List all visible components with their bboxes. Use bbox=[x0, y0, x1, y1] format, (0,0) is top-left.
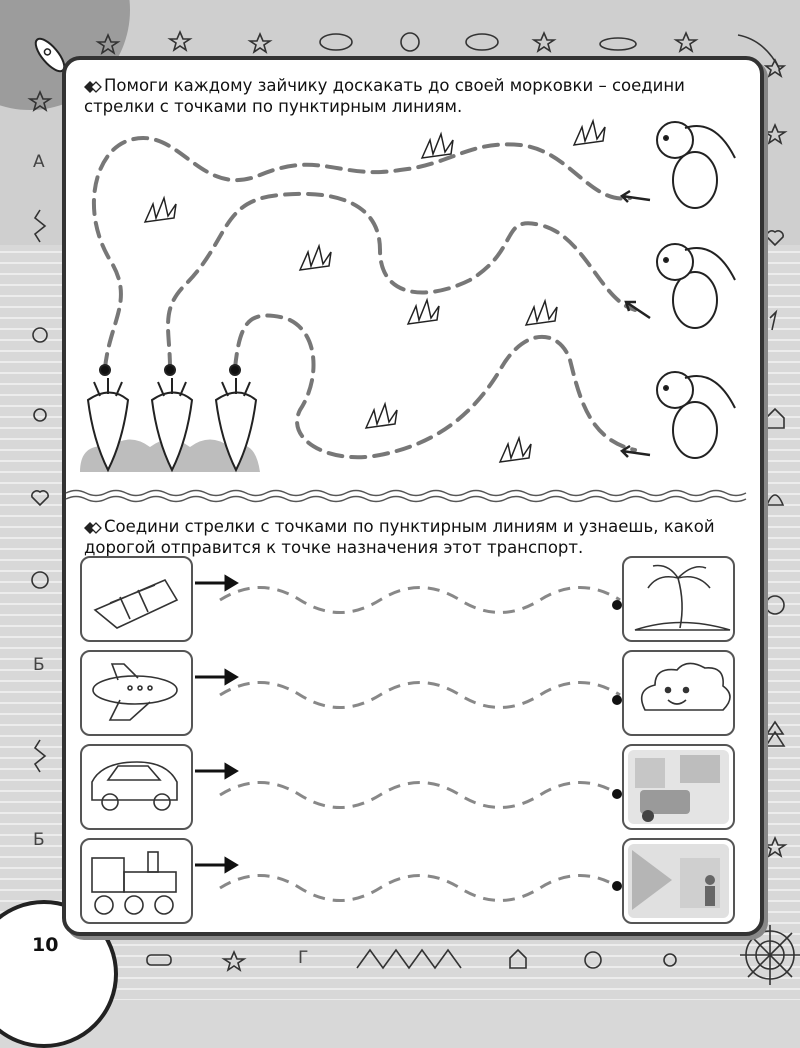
letter-5-icon: Б bbox=[33, 830, 45, 850]
car-frame bbox=[81, 745, 192, 829]
destination-dot-1[interactable] bbox=[612, 600, 622, 610]
transport-arrow-3[interactable] bbox=[195, 765, 236, 777]
destination-dot-2[interactable] bbox=[612, 695, 622, 705]
transport-path-2[interactable] bbox=[220, 683, 620, 708]
destination-dot-3[interactable] bbox=[612, 789, 622, 799]
task1-text: Помоги каждому зайчику доскакать до своей морковки – соедини стрелки с точками по пунктирным линиям. bbox=[84, 76, 685, 116]
transport-arrow-4[interactable] bbox=[195, 859, 236, 871]
task2-text: Соедини стрелки с точками по пунктирным линиям и узнаешь, какой дорогой отправится к точке назначения этот транспорт. bbox=[84, 517, 715, 557]
cloud-frame bbox=[623, 651, 734, 735]
transport-path-3[interactable] bbox=[220, 783, 620, 808]
train-station-picture bbox=[628, 844, 729, 918]
letter-a-icon: A bbox=[33, 152, 45, 172]
destination-dot-4[interactable] bbox=[612, 881, 622, 891]
page-number: 10 bbox=[32, 934, 59, 956]
city-street-picture bbox=[628, 750, 729, 824]
transport-arrow-1[interactable] bbox=[195, 577, 236, 589]
transport-path-1[interactable] bbox=[220, 588, 620, 613]
boat-frame bbox=[81, 557, 192, 641]
transport-arrow-2[interactable] bbox=[195, 671, 236, 683]
letter-g-icon: Г bbox=[298, 948, 309, 968]
letter-b-icon: Б bbox=[33, 655, 45, 675]
transport-path-4[interactable] bbox=[220, 876, 620, 901]
